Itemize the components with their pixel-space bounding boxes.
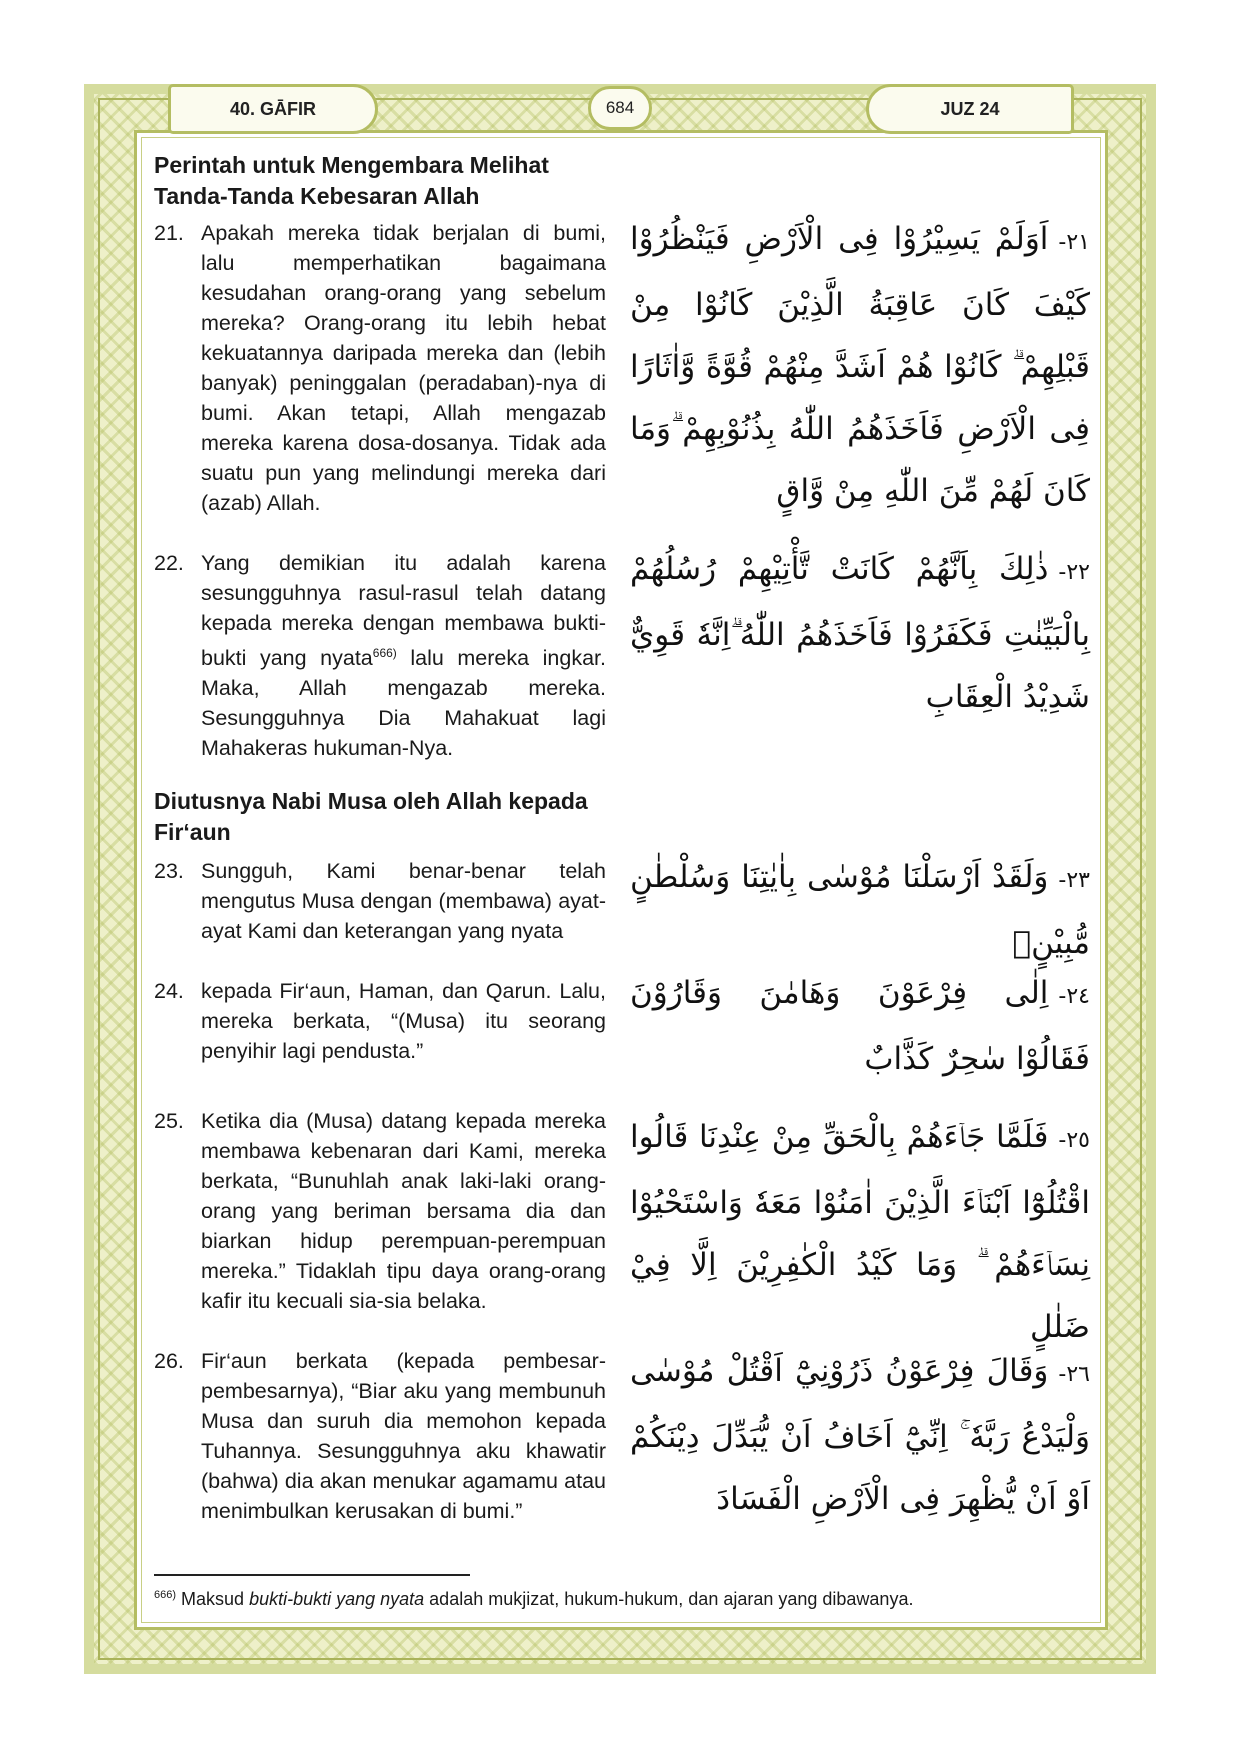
arabic-verse-21 — [630, 208, 1090, 522]
verse-number: 21. — [154, 221, 184, 245]
footnote-divider — [154, 1574, 470, 1576]
verse-text-part: Yang demikian itu adalah karena sesungguhnya rasul-rasul telah datang kepada mereka dengan membawa bukti-bukti yang nyata — [201, 551, 606, 671]
footnote-emphasis: bukti-bukti yang nyata — [249, 1589, 425, 1609]
arabic-verse-number: ٢٦- — [1058, 1362, 1090, 1387]
verse-text — [201, 548, 606, 763]
verse-text: Apakah mereka tidak berjalan di bumi, lalu memperhatikan bagaimana kesudahan orang-orang yang sebelum mereka? Orang-orang itu lebih hebat kekuatannya daripada mereka dan (lebih banyak) peninggalan (peradaban)-nya di bumi. Akan tetapi, Allah mengazab mereka karena dosa-dosanya. Tidak ada suatu pun yang melindungi mereka dari (azab) Allah. — [201, 221, 606, 515]
arabic-text: وَلَقَدْ اَرْسَلْنَا مُوْسٰى بِاٰيٰتِنَا وَسُلْطٰنٍ مُّبِيْنٍۙ — [630, 859, 1090, 961]
footnote-text: Maksud — [176, 1589, 250, 1609]
verse-number: 23. — [154, 859, 184, 883]
arabic-verse-number: ٢٣- — [1058, 868, 1090, 893]
arabic-verse-number: ٢٥- — [1058, 1128, 1090, 1153]
surah-label: 40. GĀFIR — [168, 84, 378, 134]
section-title-2: Diutusnya Nabi Musa oleh Allah kepada Fir‘aun — [154, 788, 588, 845]
verse-text: Ketika dia (Musa) datang kepada mereka membawa kebenaran dari Kami, mereka berkata, “Bunuhlah anak laki-laki orang-orang yang beriman bersama dia dan biarkan hidup perempuan-perempuan mereka.” Tidaklah tipu daya orang-orang kafir itu kecuali sia-sia belaka. — [201, 1109, 606, 1313]
footnote-marker[interactable]: 666) — [372, 646, 397, 660]
translation-verse-23 — [154, 856, 606, 946]
translation-verse-21 — [154, 218, 606, 518]
translation-verse-25 — [154, 1106, 606, 1316]
verse-text: kepada Fir‘aun, Haman, dan Qarun. Lalu, mereka berkata, “(Musa) itu seorang penyihir lagi pendusta.” — [201, 979, 606, 1063]
verse-number: 26. — [154, 1349, 184, 1373]
arabic-verse-26 — [630, 1340, 1090, 1530]
arabic-text: فَلَمَّا جَاۤءَهُمْ بِالْحَقِّ مِنْ عِنْدِنَا قَالُوا اقْتُلُوْٓا اَبْنَاۤءَ الَّذِيْنَ اٰمَنُوْا مَعَهٗ وَاسْتَحْيُوْا نِسَاۤءَهُمْ ۗ وَمَا كَيْدُ الْكٰفِرِيْنَ اِلَّا فِيْ ضَلٰلٍ — [630, 1119, 1090, 1345]
verse-text: Fir‘aun berkata (kepada pembesar-pembesarnya), “Biar aku yang membunuh Musa dan suruh dia memohon kepada Tuhannya. Sesungguhnya aku khawatir (bahwa) dia akan menukar agamamu atau menimbulkan kerusakan di bumi.” — [201, 1349, 606, 1523]
verse-number: 24. — [154, 979, 184, 1003]
arabic-text: ذٰلِكَ بِاَنَّهُمْ كَانَتْ تَّأْتِيْهِمْ رُسُلُهُمْ بِالْبَيِّنٰتِ فَكَفَرُوْا فَاَخَذَهُمُ اللّٰهُ ۗاِنَّهٗ قَوِيٌّ شَدِيْدُ الْعِقَابِ — [630, 551, 1090, 715]
verse-text-part: lalu mereka ingkar. Maka, Allah mengazab mereka. Sesungguhnya Dia Mahakuat lagi Mahakeras hukuman-Nya. — [201, 646, 606, 761]
arabic-verse-24 — [630, 962, 1090, 1090]
arabic-verse-25 — [630, 1106, 1090, 1358]
arabic-text: اَوَلَمْ يَسِيْرُوْا فِى الْاَرْضِ فَيَنْظُرُوْا كَيْفَ كَانَ عَاقِبَةُ الَّذِيْنَ كَانُوْا مِنْ قَبْلِهِمْ ۗ كَانُوْا هُمْ اَشَدَّ مِنْهُمْ قُوَّةً وَّاٰثَارًا فِى الْاَرْضِ فَاَخَذَهُمُ اللّٰهُ بِذُنُوْبِهِمْ ۗوَمَا كَانَ لَهُمْ مِّنَ اللّٰهِ مِنْ وَّاقٍ — [630, 221, 1090, 509]
footnote-number: 666) — [154, 1589, 177, 1601]
arabic-text: اِلٰى فِرْعَوْنَ وَهَامٰنَ وَقَارُوْنَ فَقَالُوْا سٰحِرٌ كَذَّابٌ — [630, 975, 1090, 1077]
verse-number: 22. — [154, 551, 184, 575]
juz-label: JUZ 24 — [866, 84, 1074, 134]
arabic-text: وَقَالَ فِرْعَوْنُ ذَرُوْنِيْٓ اَقْتُلْ مُوْسٰى وَلْيَدْعُ رَبَّهٗ ۚ اِنِّيْٓ اَخَافُ اَنْ يُّبَدِّلَ دِيْنَكُمْ اَوْ اَنْ يُّظْهِرَ فِى الْاَرْضِ الْفَسَادَ — [630, 1353, 1090, 1517]
arabic-verse-22 — [630, 538, 1090, 728]
page-number: 684 — [588, 86, 652, 130]
translation-verse-26 — [154, 1346, 606, 1526]
footnote-text: adalah mukjizat, hukum-hukum, dan ajaran yang dibawanya. — [424, 1589, 914, 1609]
section-title-1: Perintah untuk Mengembara Melihat Tanda-Tanda Kebesaran Allah — [154, 152, 549, 209]
arabic-verse-number: ٢١- — [1058, 230, 1090, 255]
verse-number: 25. — [154, 1109, 184, 1133]
translation-verse-22 — [154, 548, 606, 763]
arabic-verse-23 — [630, 846, 1090, 974]
arabic-verse-number: ٢٤- — [1058, 984, 1090, 1009]
verse-text: Sungguh, Kami benar-benar telah mengutus Musa dengan (membawa) ayat-ayat Kami dan keterangan yang nyata — [201, 859, 606, 943]
arabic-verse-number: ٢٢- — [1058, 560, 1090, 585]
translation-verse-24 — [154, 976, 606, 1066]
footnote — [154, 1582, 1084, 1612]
